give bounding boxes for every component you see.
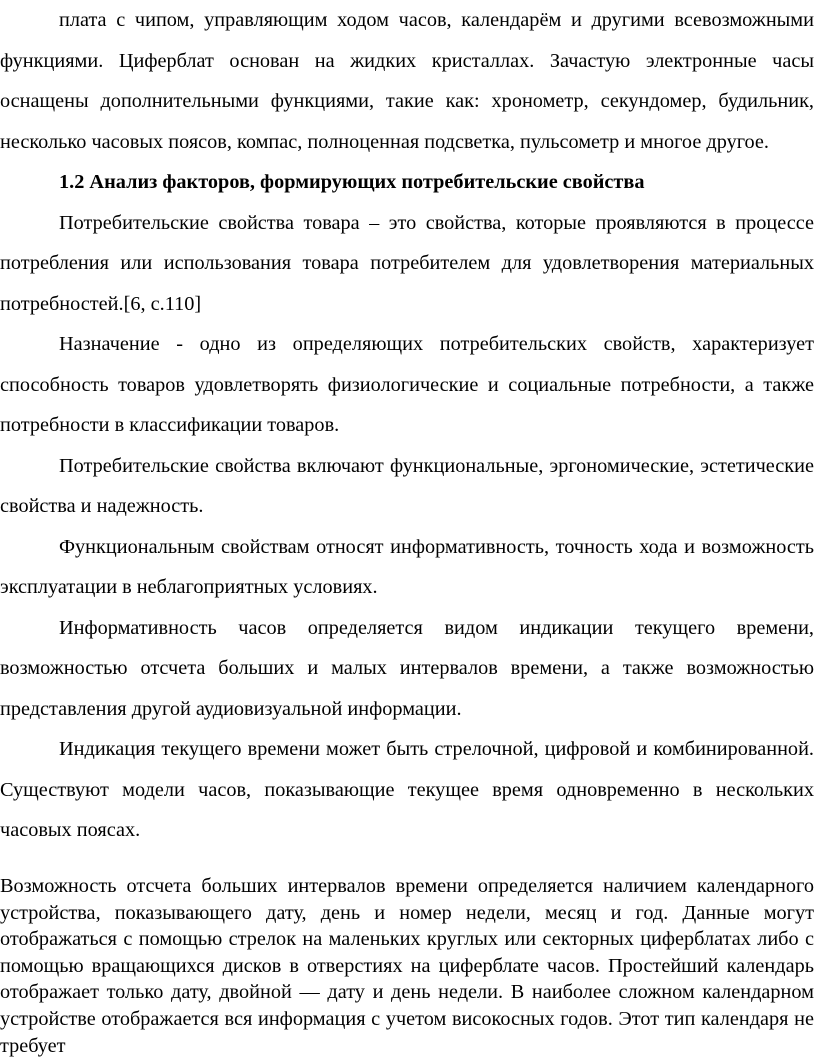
paragraph-informativeness: Информативность часов определяется видом индикации текущего времени, возможностью отсчета больших и малых интервалов времени, а также возможностью представления другой аудиовизуальной информации. — [0, 616, 814, 720]
paragraph-calendar-device: Возможность отсчета больших интервалов времени определяется наличием календарного устройства, показывающего дату, день и номер недели, месяц и год. Данные могут отображаться с помощью стрелок на маленьких круглых или секторных циферблатах либо с помощью вращающихся дисков в отверстиях на циферблате часов. Простейший календарь отображает только дату, двойной — дату и день недели. В наиболее сложном календарном устройстве отображается вся информация с учетом високосных годов. Этот тип календаря не требует — [0, 875, 814, 1057]
paragraph-electronic-watches-continuation: плата с чипом, управляющим ходом часов, календарём и другими всевозможными функциями. Циферблат основан на жидких кристаллах. Зачастую электронные часы оснащены дополнительными функциями, такие как: хронометр, секундомер, будильник, несколько часовых поясов, компас, полноценная подсветка, пульсометр и многое другое. — [0, 9, 814, 153]
paragraph-time-indication: Индикация текущего времени может быть стрелочной, цифровой и комбинированной. Существуют модели часов, показывающие текущее время одновременно в нескольких часовых поясах. — [0, 738, 814, 841]
paragraph-functional-properties: Функциональным свойствам относят информативность, точность хода и возможность эксплуатации в неблагоприятных условиях. — [0, 535, 814, 598]
paragraph-property-groups: Потребительские свойства включают функциональные, эргономические, эстетические свойства и надежность. — [0, 454, 814, 517]
paragraph-consumer-properties-definition: Потребительские свойства товара – это свойства, которые проявляются в процессе потребления или использования товара потребителем для удовлетворения материальных потребностей.[6, с.110] — [0, 211, 814, 315]
paragraph-purpose: Назначение - одно из определяющих потребительских свойств, характеризует способность товаров удовлетворять физиологические и социальные потребности, а также потребности в классификации товаров. — [0, 333, 814, 436]
section-heading: 1.2 Анализ факторов, формирующих потребительские свойства — [59, 171, 645, 193]
